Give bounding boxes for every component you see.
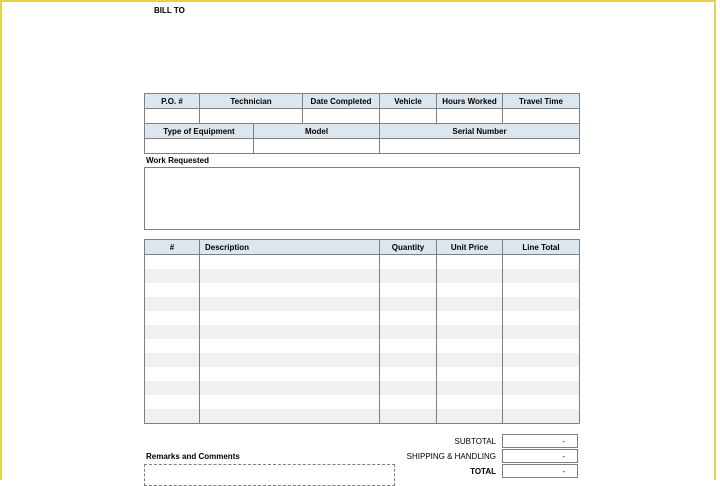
date-completed-cell[interactable] <box>303 109 380 124</box>
technician-cell[interactable] <box>200 109 303 124</box>
line-items-table <box>144 239 580 424</box>
description-cell[interactable] <box>200 311 380 325</box>
line-total-cell[interactable] <box>503 283 580 297</box>
shipping-label: SHIPPING & HANDLING <box>406 452 496 461</box>
quantity-cell[interactable] <box>380 409 437 424</box>
header-unit-price: Unit Price <box>437 240 503 255</box>
header-item-number: # <box>145 240 200 255</box>
header-date-completed: Date Completed <box>303 94 380 109</box>
description-cell[interactable] <box>200 339 380 353</box>
unit-price-cell[interactable] <box>437 381 503 395</box>
header-quantity: Quantity <box>380 240 437 255</box>
item-number-cell[interactable] <box>145 409 200 424</box>
work-requested-box[interactable] <box>144 167 580 230</box>
total-value[interactable]: - <box>502 464 578 478</box>
remarks-label: Remarks and Comments <box>146 452 240 461</box>
unit-price-cell[interactable] <box>437 311 503 325</box>
model-cell[interactable] <box>254 139 380 154</box>
line-total-cell[interactable] <box>503 339 580 353</box>
quantity-cell[interactable] <box>380 283 437 297</box>
subtotal-value[interactable]: - <box>502 434 578 448</box>
item-number-cell[interactable] <box>145 339 200 353</box>
unit-price-cell[interactable] <box>437 269 503 283</box>
line-total-cell[interactable] <box>503 325 580 339</box>
description-cell[interactable] <box>200 395 380 409</box>
unit-price-cell[interactable] <box>437 255 503 270</box>
description-cell[interactable] <box>200 325 380 339</box>
line-total-cell[interactable] <box>503 395 580 409</box>
line-total-cell[interactable] <box>503 269 580 283</box>
table-row <box>145 381 580 395</box>
description-cell[interactable] <box>200 353 380 367</box>
table-row <box>145 409 580 424</box>
quantity-cell[interactable] <box>380 255 437 270</box>
unit-price-cell[interactable] <box>437 409 503 424</box>
item-number-cell[interactable] <box>145 353 200 367</box>
item-number-cell[interactable] <box>145 381 200 395</box>
quantity-cell[interactable] <box>380 311 437 325</box>
table-row <box>145 311 580 325</box>
table-row <box>145 297 580 311</box>
bill-to-label: BILL TO <box>154 6 185 15</box>
description-cell[interactable] <box>200 255 380 270</box>
quantity-cell[interactable] <box>380 353 437 367</box>
unit-price-cell[interactable] <box>437 297 503 311</box>
description-cell[interactable] <box>200 269 380 283</box>
table-row <box>145 283 580 297</box>
header-type-of-equipment: Type of Equipment <box>145 124 254 139</box>
serial-number-cell[interactable] <box>380 139 580 154</box>
shipping-value[interactable]: - <box>502 449 578 463</box>
unit-price-cell[interactable] <box>437 325 503 339</box>
header-vehicle: Vehicle <box>380 94 437 109</box>
item-number-cell[interactable] <box>145 325 200 339</box>
item-number-cell[interactable] <box>145 269 200 283</box>
table-row <box>145 325 580 339</box>
description-cell[interactable] <box>200 409 380 424</box>
unit-price-cell[interactable] <box>437 339 503 353</box>
quantity-cell[interactable] <box>380 325 437 339</box>
quantity-cell[interactable] <box>380 269 437 283</box>
table-row <box>145 255 580 270</box>
header-serial-number: Serial Number <box>380 124 580 139</box>
header-model: Model <box>254 124 380 139</box>
unit-price-cell[interactable] <box>437 283 503 297</box>
unit-price-cell[interactable] <box>437 353 503 367</box>
po-number-cell[interactable] <box>145 109 200 124</box>
table-row <box>145 353 580 367</box>
equipment-table <box>144 123 580 154</box>
header-technician: Technician <box>200 94 303 109</box>
header-line-total: Line Total <box>503 240 580 255</box>
travel-time-cell[interactable] <box>503 109 580 124</box>
service-info-table <box>144 93 580 124</box>
header-po-number: P.O. # <box>145 94 200 109</box>
table-row <box>145 395 580 409</box>
table-row <box>145 367 580 381</box>
vehicle-cell[interactable] <box>380 109 437 124</box>
line-items-body <box>145 255 580 424</box>
line-total-cell[interactable] <box>503 381 580 395</box>
quantity-cell[interactable] <box>380 367 437 381</box>
unit-price-cell[interactable] <box>437 395 503 409</box>
quantity-cell[interactable] <box>380 395 437 409</box>
total-label: TOTAL <box>470 467 496 476</box>
description-cell[interactable] <box>200 381 380 395</box>
line-total-cell[interactable] <box>503 409 580 424</box>
work-requested-label: Work Requested <box>146 156 209 165</box>
header-description: Description <box>200 240 380 255</box>
quantity-cell[interactable] <box>380 381 437 395</box>
item-number-cell[interactable] <box>145 297 200 311</box>
line-total-cell[interactable] <box>503 367 580 381</box>
item-number-cell[interactable] <box>145 311 200 325</box>
header-travel-time: Travel Time <box>503 94 580 109</box>
item-number-cell[interactable] <box>145 283 200 297</box>
unit-price-cell[interactable] <box>437 367 503 381</box>
item-number-cell[interactable] <box>145 367 200 381</box>
item-number-cell[interactable] <box>145 255 200 270</box>
description-cell[interactable] <box>200 283 380 297</box>
header-hours-worked: Hours Worked <box>437 94 503 109</box>
equipment-type-cell[interactable] <box>145 139 254 154</box>
table-row <box>145 269 580 283</box>
hours-worked-cell[interactable] <box>437 109 503 124</box>
quantity-cell[interactable] <box>380 339 437 353</box>
quantity-cell[interactable] <box>380 297 437 311</box>
line-total-cell[interactable] <box>503 353 580 367</box>
line-total-cell[interactable] <box>503 297 580 311</box>
item-number-cell[interactable] <box>145 395 200 409</box>
description-cell[interactable] <box>200 297 380 311</box>
description-cell[interactable] <box>200 367 380 381</box>
remarks-box[interactable] <box>144 464 395 486</box>
table-row <box>145 339 580 353</box>
subtotal-label: SUBTOTAL <box>454 437 496 446</box>
line-total-cell[interactable] <box>503 255 580 270</box>
line-total-cell[interactable] <box>503 311 580 325</box>
